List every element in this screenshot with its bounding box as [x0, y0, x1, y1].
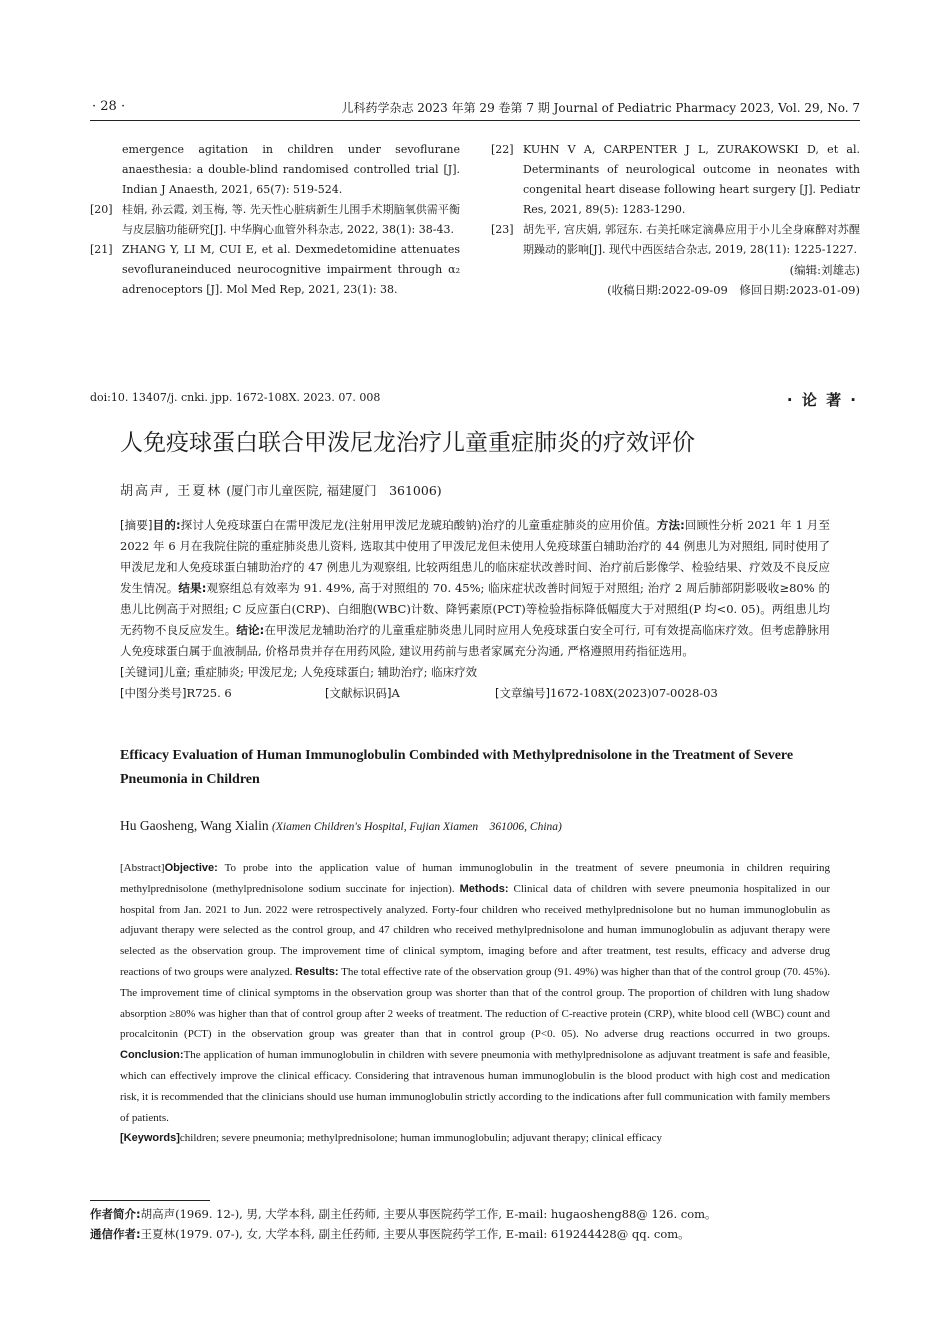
- doi: doi:10. 13407/j. cnki. jpp. 1672-108X. 2023. 07. 008: [90, 391, 381, 404]
- abstract-cn-label: [摘要]: [120, 518, 153, 532]
- doc-code-block: [325, 683, 495, 704]
- corresponding-author-label: 通信作者:: [90, 1227, 141, 1241]
- affiliation-cn: (厦门市儿童医院, 福建厦门 361006): [226, 483, 442, 498]
- doc-code-value: A: [391, 686, 400, 700]
- received-dates: (收稿日期:2022-09-09 修回日期:2023-01-09): [607, 283, 860, 297]
- reference-number: [21]: [90, 243, 113, 256]
- editor-note: (编辑:刘雄志): [789, 263, 860, 277]
- abstract-en: [120, 858, 830, 1149]
- affiliation-en: (Xiamen Children's Hospital, Fujian Xiamen 361006, China): [272, 821, 562, 833]
- reference-item: [491, 220, 860, 260]
- methods-label-cn: 方法:: [656, 518, 685, 532]
- results-label-en: Results:: [295, 965, 339, 978]
- corresponding-author: [90, 1224, 717, 1244]
- keywords-cn-label: [关键词]: [120, 665, 164, 679]
- reference-item: [491, 140, 860, 220]
- reference-text: 胡先平, 宫庆娟, 郭冠东. 右美托咪定滴鼻应用于小儿全身麻醉对苏醒期躁动的影响[J]. 现代中西医结合杂志, 2019, 28(11): 1225-1227.: [523, 223, 860, 256]
- footnotes: [90, 1204, 717, 1244]
- results-label-cn: 结果:: [178, 581, 207, 595]
- results-en: The total effective rate of the observation group (91. 49%) was higher than that of the control group (70. 45%). The improvement time of clinical symptoms in the observation group was shorter than that of the control group. The proportion of children with lung shadow absorption ≥80% was higher than that of control group after 2 weeks of treatment. The reduction of C-reactive protein (CRP), white blood cell (WBC) count and procalcitonin (PCT) in the observation group was greater than that in control group (P<0. 05). No adverse drug reactions occurred in two groups.: [120, 965, 830, 1041]
- author-names-cn: 胡高声, 王夏林: [120, 484, 223, 499]
- results-cn: 观察组总有效率为 91. 49%, 高于对照组的 70. 45%; 临床症状改善时间短于对照组; 治疗 2 周后肺部阴影吸收≥80% 的患儿比例高于对照组; C 反应蛋白(CRP)、白细胞(WBC)计数、降钙素原(PCT)等检验指标降低幅度大于对照组(P 均<0. 05)。两组患儿均无药物不良反应发生。: [120, 581, 830, 637]
- article-number-label: [文章编号]: [495, 686, 550, 700]
- conclusion-label-cn: 结论:: [236, 623, 265, 637]
- abstract-cn: [120, 515, 830, 704]
- keywords-cn-text: 儿童; 重症肺炎; 甲泼尼龙; 人免疫球蛋白; 辅助治疗; 临床疗效: [163, 665, 478, 679]
- keywords-en-label: [Keywords]: [120, 1132, 180, 1145]
- abstract-cn-body: [120, 515, 830, 662]
- reference-text: 桂娟, 孙云霞, 刘玉梅, 等. 先天性心脏病新生儿围手术期脑氧供需平衡与皮层脑功能研究[J]. 中华胸心血管外科杂志, 2022, 38(1): 38-43.: [122, 203, 460, 236]
- article-title-cn: 人免疫球蛋白联合甲泼尼龙治疗儿童重症肺炎的疗效评价: [120, 430, 695, 456]
- keywords-en-text: children; severe pneumonia; methylprednisolone; human immunoglobulin; adjuvant therapy; clinical efficacy: [179, 1132, 663, 1145]
- keywords-cn: [120, 662, 830, 683]
- clc-block: [120, 683, 325, 704]
- classification-line: [120, 683, 830, 704]
- clc-label: [中图分类号]: [120, 686, 187, 700]
- author-names-en: Hu Gaosheng, Wang Xialin: [120, 818, 269, 833]
- reference-number: [22]: [491, 143, 514, 156]
- clc-value: R725. 6: [186, 686, 232, 700]
- article-title-en: Efficacy Evaluation of Human Immunoglobulin Combinded with Methylprednisolone in the Treatment of Severe Pneumonia in Children: [120, 748, 794, 787]
- objective-label-en: Objective:: [164, 862, 218, 874]
- objective-cn: 探讨人免疫球蛋白在需甲泼尼龙(注射用甲泼尼龙琥珀酸钠)治疗的儿童重症肺炎的应用价值。: [180, 518, 657, 532]
- conclusion-en: The application of human immunoglobulin in children with severe pneumonia with methylprednisolone as adjuvant treatment is safe and feasible, which can effectively improve the clinical efficacy. Considering that intravenous human immunoglobulin is the blood product with high cost and medication risk, it is recommended that the clinicians should use human immunoglobulin strictly according to the indications after full communication with family members of patients.: [120, 1049, 830, 1124]
- author-bio-text: 胡高声(1969. 12-), 男, 大学本科, 副主任药师, 主要从事医院药学工作, E-mail: hugaosheng88@ 126. com。: [140, 1207, 717, 1221]
- page-number: · 28 ·: [92, 99, 126, 114]
- objective-label-cn: 目的:: [152, 518, 181, 532]
- keywords-en: [120, 1128, 830, 1149]
- doc-code-label: [文献标识码]: [325, 686, 392, 700]
- footnote-divider: [90, 1200, 210, 1201]
- column-label: · 论 著 ·: [786, 391, 858, 409]
- author-bio-label: 作者简介:: [90, 1207, 141, 1221]
- article-number-value: 1672-108X(2023)07-0028-03: [549, 686, 718, 700]
- reference-text: ZHANG Y, LI M, CUI E, et al. Dexmedetomidine attenuates sevofluraneinduced neurocognitive impairment through α₂ adrenoceptors [J]. Mol Med Rep, 2021, 23(1): 38.: [122, 243, 460, 296]
- article-number-block: [495, 683, 718, 704]
- abstract-en-label: [Abstract]: [120, 862, 165, 874]
- header-divider: [90, 120, 860, 121]
- reference-number: [20]: [90, 203, 113, 216]
- conclusion-cn: 在甲泼尼龙辅助治疗的儿童重症肺炎患儿同时应用人免疫球蛋白安全可行, 可有效提高临床疗效。但考虑静脉用人免疫球蛋白属于血液制品, 价格昂贵并存在用药风险, 建议用药前与患者家属充分沟通, 严格遵照用药指征选用。: [120, 623, 830, 658]
- references-right-column: [491, 140, 860, 300]
- authors-en: [120, 818, 562, 834]
- reference-number: [23]: [491, 223, 514, 236]
- methods-cn: 回顾性分析 2021 年 1 月至 2022 年 6 月在我院住院的重症肺炎患儿资料, 选取其中使用了甲泼尼龙但未使用人免疫球蛋白辅助治疗的 44 例患儿为对照组, 同时使用了甲泼尼龙和人免疫球蛋白辅助治疗的 47 例患儿为观察组, 比较两组患儿的临床症状改善时间、治疗前后影像学、检验结果、疗效及不良反应发生情况。: [120, 518, 830, 595]
- objective-en: To probe into the application value of human immunoglobulin in the treatment of severe pneumonia in children requiring methylprednisolone (methylprednisolone sodium succinate for injection).: [120, 862, 830, 895]
- methods-label-en: Methods:: [459, 882, 509, 895]
- corresponding-author-text: 王夏林(1979. 07-), 女, 大学本科, 副主任药师, 主要从事医院药学工作, E-mail: 619244428@ qq. com。: [140, 1227, 690, 1241]
- conclusion-label-en: Conclusion:: [120, 1049, 184, 1062]
- journal-header: 儿科药学杂志 2023 年第 29 卷第 7 期 Journal of Pediatric Pharmacy 2023, Vol. 29, No. 7: [341, 101, 860, 115]
- reference-text: emergence agitation in children under sevoflurane anaesthesia: a double-blind randomised controlled trial [J]. Indian J Anaesth, 2021, 65(7): 519-524.: [122, 143, 460, 196]
- methods-en: Clinical data of children with severe pneumonia hospitalized in our hospital from Jan. 2021 to Jun. 2022 were retrospectively analyzed. Forty-four children who received methylprednisolone but no human immunoglobulin as adjuvant therapy were selected as the control group, and 47 children who received methylprednisolone and human immunoglobulin as adjuvant therapy were selected as the observation group. The improvement time of clinical symptom, imaging before and after treatment, test results, efficacy and adverse drug reactions of two groups were analyzed.: [120, 882, 831, 978]
- reference-text: KUHN V A, CARPENTER J L, ZURAKOWSKI D, et al. Determinants of neurological outcome in neonates with congenital heart disease following heart surgery [J]. Pediatr Res, 2021, 89(5): 1283-1290.: [523, 143, 860, 216]
- author-bio: [90, 1204, 717, 1224]
- references-left-column: [90, 140, 460, 300]
- reference-item: [90, 200, 460, 240]
- reference-item: [90, 140, 460, 200]
- reference-item: [90, 240, 460, 300]
- authors-cn: [120, 480, 442, 499]
